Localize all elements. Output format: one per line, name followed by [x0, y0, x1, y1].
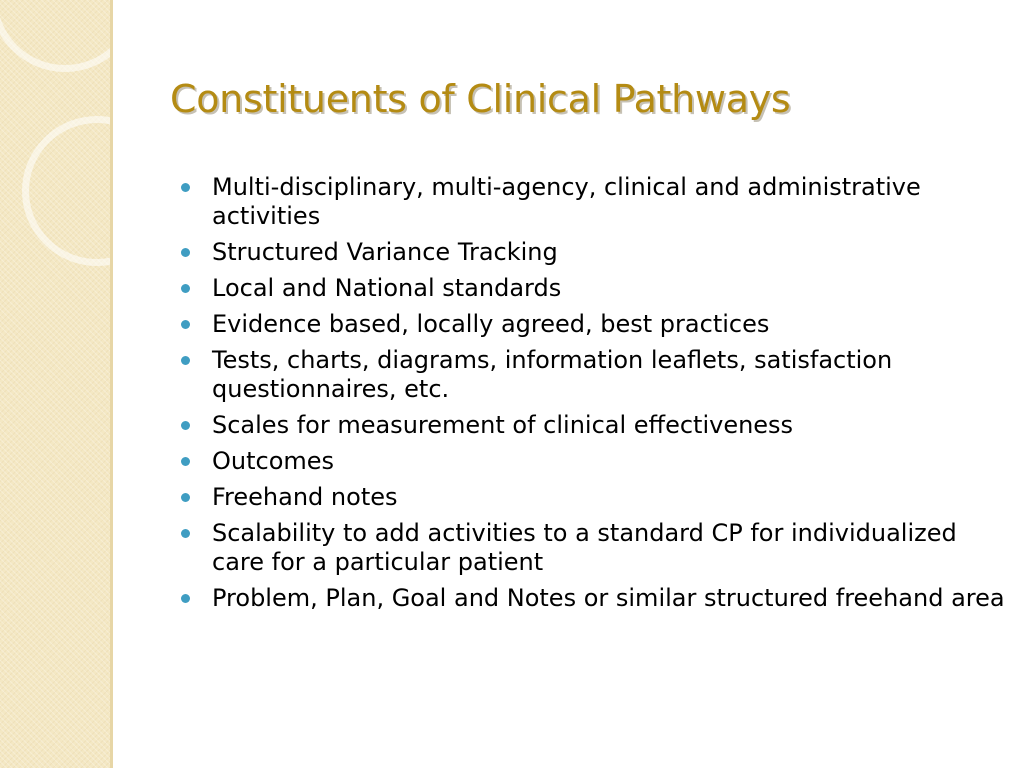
bullet-marker-icon — [181, 493, 190, 502]
decorative-side-band — [0, 0, 110, 768]
bullet-item — [180, 411, 1010, 440]
slide-title: Constituents of Clinical Pathways — [170, 77, 791, 121]
bullet-marker-icon — [181, 284, 190, 293]
bullet-item — [180, 310, 1010, 339]
bullet-text: Structured Variance Tracking — [212, 238, 558, 266]
bullet-text: Local and National standards — [212, 274, 562, 302]
bullet-item — [180, 483, 1010, 512]
bullet-text: Outcomes — [212, 447, 335, 475]
bullet-text: Freehand notes — [212, 483, 398, 511]
decorative-ring — [22, 116, 110, 266]
bullet-item — [180, 274, 1010, 303]
bullet-item — [180, 447, 1010, 476]
bullet-text: Multi-disciplinary, multi-agency, clinical and administrative activities — [212, 173, 921, 230]
bullet-marker-icon — [181, 183, 190, 192]
bullet-text: Tests, charts, diagrams, information leaflets, satisfaction questionnaires, etc. — [212, 346, 893, 403]
bullet-item — [180, 173, 1010, 231]
bullet-item — [180, 584, 1010, 613]
bullet-marker-icon — [181, 320, 190, 329]
side-band-edge — [110, 0, 113, 768]
bullet-list — [180, 173, 1010, 620]
bullet-item — [180, 346, 1010, 404]
bullet-marker-icon — [181, 421, 190, 430]
bullet-marker-icon — [181, 356, 190, 365]
bullet-text: Problem, Plan, Goal and Notes or similar structured freehand area — [212, 584, 1005, 612]
decorative-ring — [0, 0, 110, 72]
bullet-marker-icon — [181, 529, 190, 538]
bullet-item — [180, 238, 1010, 267]
bullet-text: Evidence based, locally agreed, best practices — [212, 310, 770, 338]
bullet-marker-icon — [181, 248, 190, 257]
bullet-text: Scalability to add activities to a standard CP for individualized care for a particular patient — [212, 519, 957, 576]
bullet-item — [180, 519, 1010, 577]
bullet-marker-icon — [181, 594, 190, 603]
bullet-text: Scales for measurement of clinical effectiveness — [212, 411, 794, 439]
bullet-marker-icon — [181, 457, 190, 466]
